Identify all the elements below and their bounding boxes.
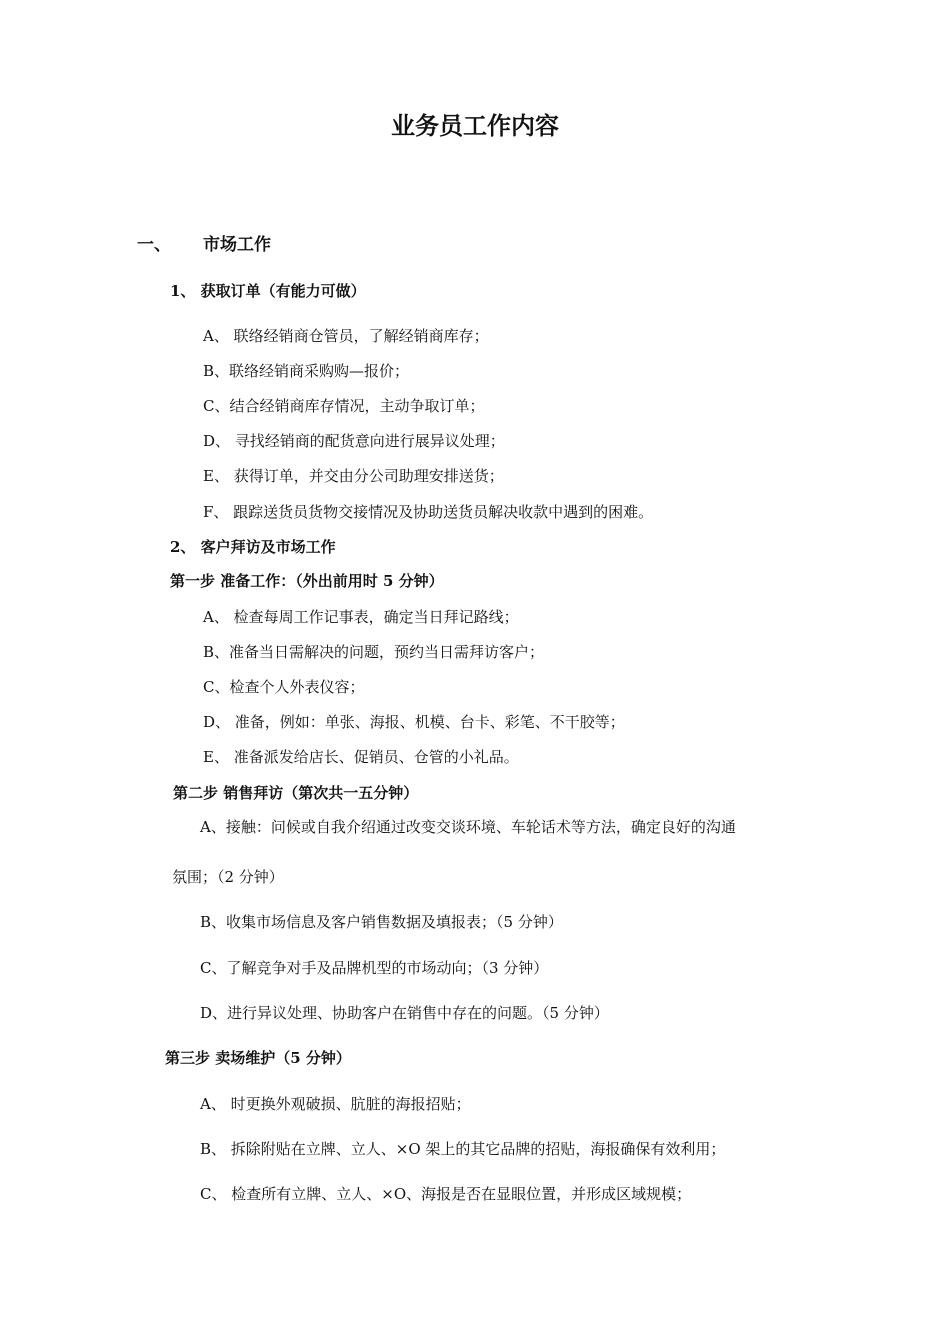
list-item: A、 联络经销商仓管员，了解经销商库存；	[203, 327, 489, 345]
list-item: B、收集市场信息及客户销售数据及填报表；（5 分钟）	[200, 913, 563, 931]
list-item-continuation: 氛围；（2 分钟）	[172, 868, 284, 886]
list-item: B、 拆除附贴在立牌、立人、×O 架上的其它品牌的招贴，海报确保有效利用；	[200, 1140, 726, 1158]
step-heading-2: 第二步 销售拜访（第次共一五分钟）	[173, 784, 419, 802]
list-item: E、 准备派发给店长、促销员、仓管的小礼品。	[203, 748, 519, 766]
list-item: C、了解竞争对手及品牌机型的市场动向；（3 分钟）	[200, 959, 549, 977]
list-item: A、接触：问候或自我介绍通过改变交谈环境、车轮话术等方法，确定良好的沟通	[200, 818, 736, 836]
section-number: 一、	[137, 235, 171, 255]
list-item: A、 时更换外观破损、肮脏的海报招贴；	[200, 1095, 471, 1113]
list-item: D、 准备，例如：单张、海报、机模、台卡、彩笔、不干胶等；	[203, 713, 625, 731]
list-item: C、 检查所有立牌、立人、×O、海报是否在显眼位置，并形成区域规模；	[200, 1185, 692, 1203]
list-item: D、 寻找经销商的配货意向进行展异议处理；	[203, 432, 505, 450]
list-item: B、联络经销商采购购—报价；	[203, 362, 410, 380]
list-item: C、检查个人外表仪容；	[203, 678, 365, 696]
list-item: C、结合经销商库存情况，主动争取订单；	[203, 397, 485, 415]
list-item: D、进行异议处理、协助客户在销售中存在的问题。（5 分钟）	[200, 1004, 609, 1022]
section-heading: 市场工作	[203, 235, 271, 255]
list-item: A、 检查每周工作记事表，确定当日拜记路线；	[203, 608, 519, 626]
step-heading-1: 第一步 准备工作：（外出前用时 5 分钟）	[170, 572, 444, 590]
list-item: B、准备当日需解决的问题，预约当日需拜访客户；	[203, 643, 545, 661]
subsection-heading-orders: 1、 获取订单（有能力可做）	[170, 282, 366, 300]
list-item: E、 获得订单，并交由分公司助理安排送货；	[203, 467, 504, 485]
subsection-heading-visits: 2、 客户拜访及市场工作	[170, 538, 336, 556]
list-item: F、 跟踪送货员货物交接情况及协助送货员解决收款中遇到的困难。	[203, 503, 654, 521]
step-heading-3: 第三步 卖场维护（5 分钟）	[165, 1049, 351, 1067]
document-title: 业务员工作内容	[391, 111, 559, 140]
